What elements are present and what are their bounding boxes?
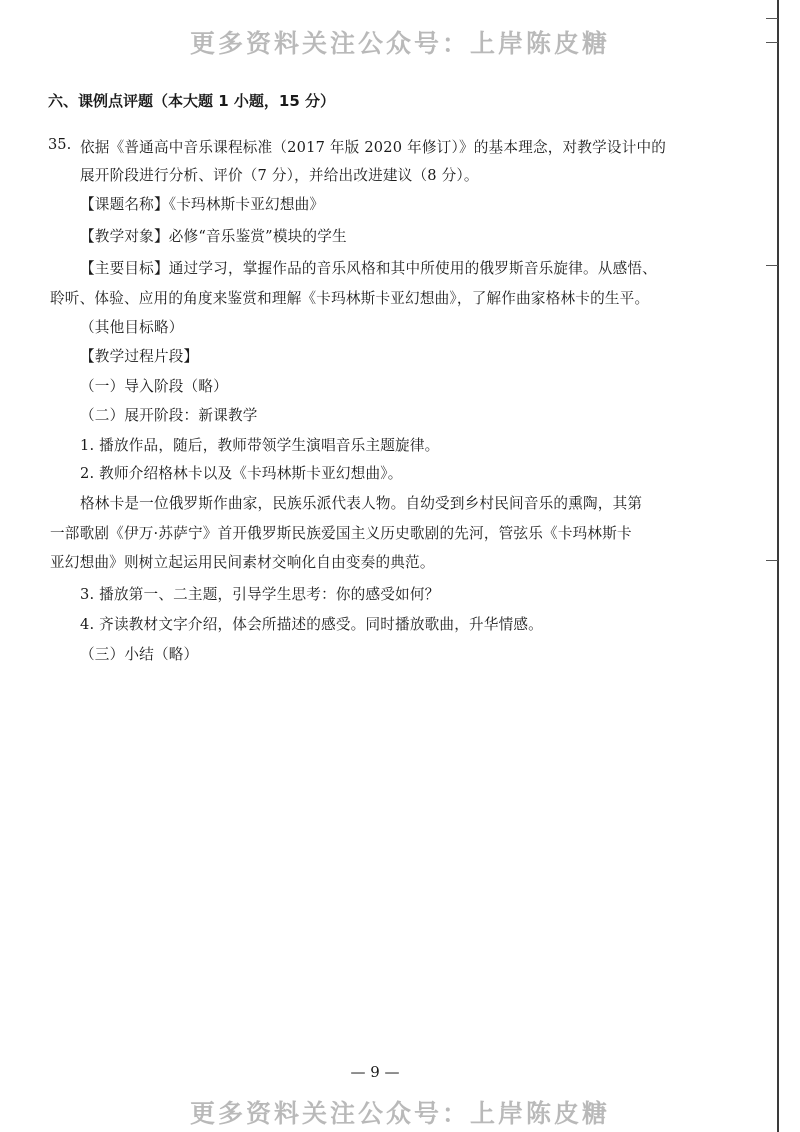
lesson-title: 【课题名称】《卡玛林斯卡亚幻想曲》 <box>80 196 325 213</box>
page-edge-line <box>777 0 779 1132</box>
lesson-audience: 【教学对象】必修“音乐鉴赏”模块的学生 <box>80 228 347 245</box>
edge-tick <box>766 18 778 19</box>
edge-tick <box>766 560 778 561</box>
step-4: 4. 齐读教材文字介绍，体会所描述的感受。同时播放歌曲，升华情感。 <box>80 616 543 633</box>
stage-2: （二）展开阶段：新课教学 <box>80 407 258 424</box>
question-number: 35. <box>48 136 72 153</box>
lesson-objective-line-1: 【主要目标】通过学习，掌握作品的音乐风格和其中所使用的俄罗斯音乐旋律。从感悟、 <box>80 260 657 277</box>
step-2: 2. 教师介绍格林卡以及《卡玛林斯卡亚幻想曲》。 <box>80 465 403 482</box>
lesson-other-objectives: （其他目标略） <box>80 319 184 336</box>
question-prompt-line-2: 展开阶段进行分析、评价（7 分），并给出改进建议（8 分）。 <box>80 167 479 184</box>
section-heading: 六、课例点评题（本大题 1 小题，15 分） <box>48 92 335 110</box>
bio-line-3: 亚幻想曲》则树立起运用民间素材交响化自由变奏的典范。 <box>50 554 435 571</box>
watermark-top: 更多资料关注公众号：上岸陈皮糖 <box>189 29 610 58</box>
stage-1: （一）导入阶段（略） <box>80 378 228 395</box>
stage-3: （三）小结（略） <box>80 646 199 663</box>
lesson-objective-line-2: 聆听、体验、应用的角度来鉴赏和理解《卡玛林斯卡亚幻想曲》，了解作曲家格林卡的生平。 <box>50 290 650 307</box>
edge-tick <box>766 265 778 266</box>
page-number: — 9 — <box>350 1063 400 1081</box>
watermark-bottom: 更多资料关注公众号：上岸陈皮糖 <box>189 1099 610 1128</box>
bio-line-1: 格林卡是一位俄罗斯作曲家，民族乐派代表人物。自幼受到乡村民间音乐的熏陶，其第 <box>80 495 643 512</box>
process-heading: 【教学过程片段】 <box>80 348 199 365</box>
step-3: 3. 播放第一、二主题，引导学生思考：你的感受如何？ <box>80 586 440 603</box>
bio-line-2: 一部歌剧《伊万·苏萨宁》首开俄罗斯民族爱国主义历史歌剧的先河，管弦乐《卡玛林斯卡 <box>50 525 632 542</box>
step-1: 1. 播放作品，随后，教师带领学生演唱音乐主题旋律。 <box>80 437 440 454</box>
question-prompt-line-1: 依据《普通高中音乐课程标准（2017 年版 2020 年修订）》的基本理念，对教学设计中的 <box>80 139 667 156</box>
